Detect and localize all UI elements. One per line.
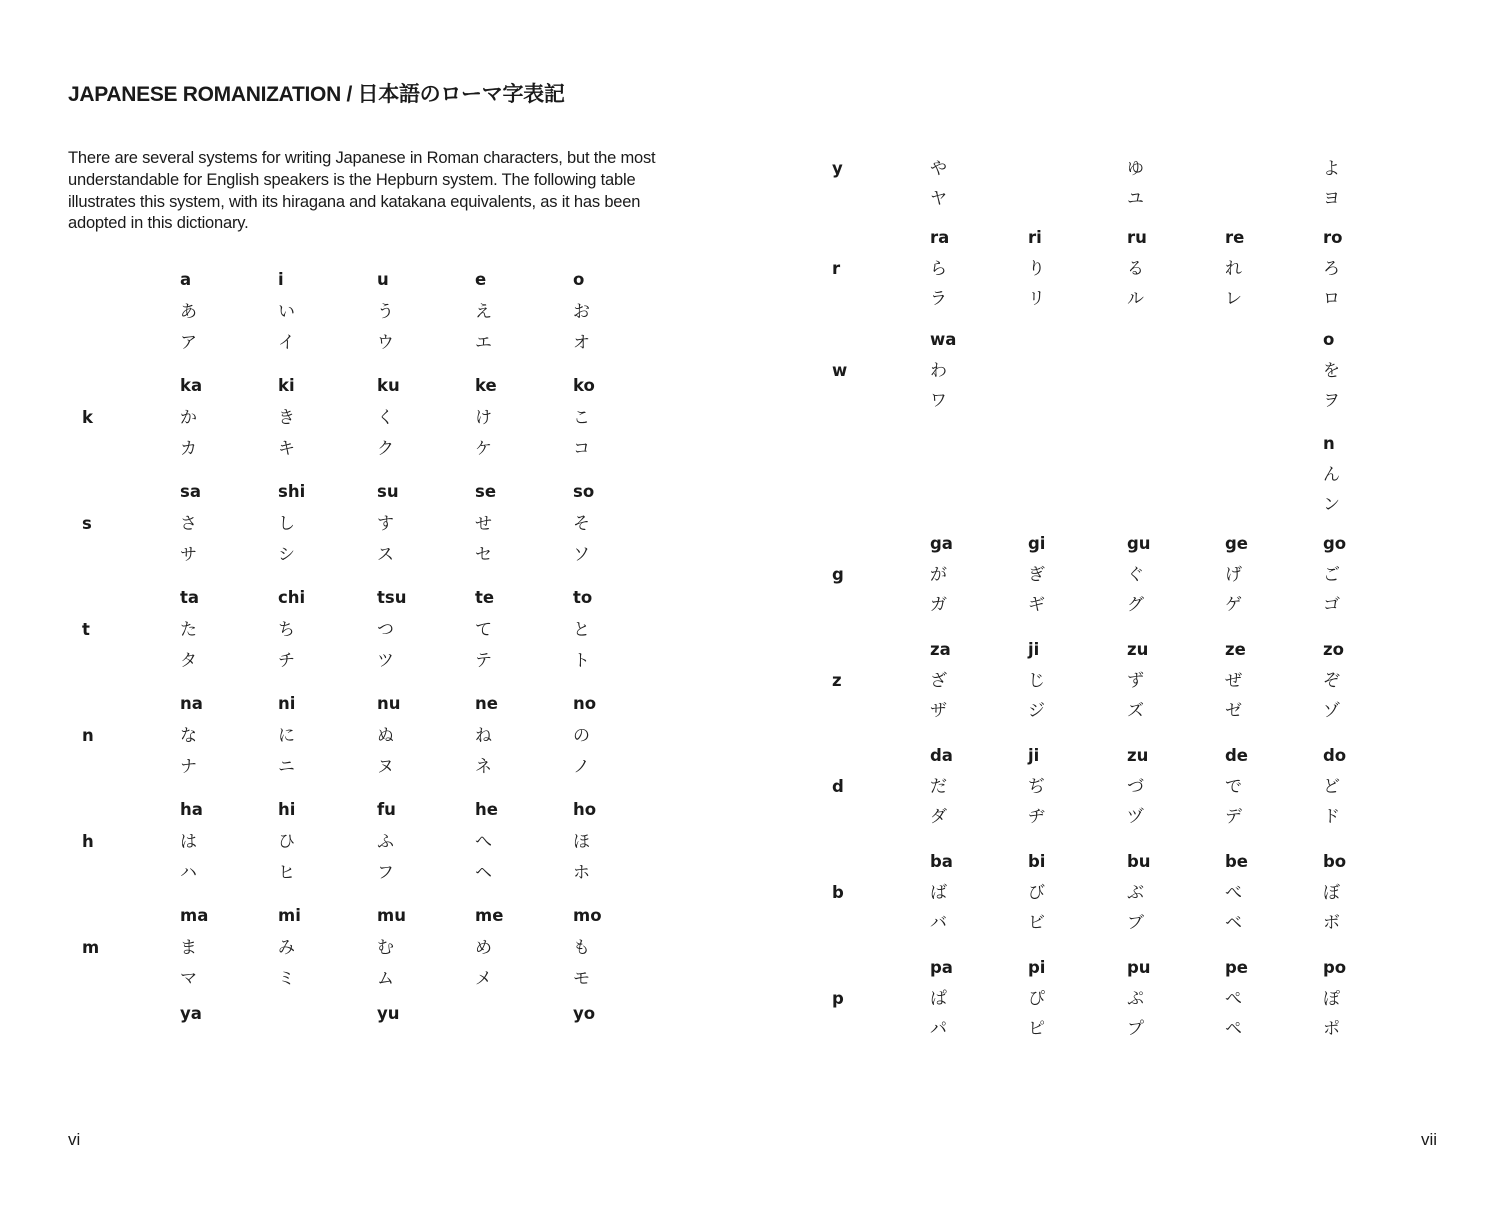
romaji-label: a	[180, 270, 192, 289]
romaji-label: bu	[1127, 852, 1151, 871]
hiragana-char: ず	[1127, 670, 1144, 691]
katakana-char: ガ	[930, 595, 947, 615]
romaji-label: mo	[573, 906, 602, 925]
katakana-char: レ	[1225, 289, 1242, 309]
page-number-right: vii	[1420, 1130, 1437, 1149]
katakana-char: ヲ	[1323, 391, 1340, 411]
romaji-label: o	[573, 270, 585, 289]
hiragana-char: さ	[180, 513, 197, 534]
hiragana-char: ぷ	[1127, 988, 1144, 1009]
romaji-label: e	[475, 270, 487, 289]
katakana-char: エ	[475, 333, 492, 353]
hiragana-char: だ	[930, 776, 947, 797]
romaji-label: ka	[180, 376, 203, 395]
hiragana-char: お	[573, 301, 590, 322]
katakana-char: リ	[1028, 289, 1045, 309]
katakana-char: ツ	[377, 651, 394, 671]
hiragana-char: は	[180, 831, 197, 852]
katakana-char: ニ	[278, 757, 295, 777]
romaji-label: shi	[278, 482, 306, 501]
katakana-char: ハ	[180, 863, 197, 883]
katakana-char: ア	[180, 333, 197, 353]
katakana-char: ス	[377, 545, 394, 565]
hiragana-char: ぎ	[1028, 564, 1045, 585]
romaji-label: ba	[930, 852, 953, 871]
romaji-label: hi	[278, 800, 296, 819]
hiragana-char: の	[573, 725, 590, 746]
consonant-label: n	[82, 725, 94, 745]
hiragana-char: す	[377, 513, 394, 534]
romaji-label: ga	[930, 534, 953, 553]
hiragana-char: け	[475, 407, 492, 428]
romaji-label: ro	[1323, 228, 1343, 247]
katakana-char: ピ	[1028, 1019, 1045, 1039]
consonant-label: w	[832, 360, 848, 380]
page-number-left: vi	[68, 1130, 81, 1149]
katakana-char: ウ	[377, 333, 394, 353]
romaji-label: zu	[1127, 640, 1149, 659]
romaji-label: wa	[930, 330, 957, 349]
katakana-char: グ	[1127, 595, 1144, 615]
romaji-label: n	[1323, 434, 1335, 453]
katakana-char: ム	[377, 969, 394, 989]
katakana-char: ル	[1127, 289, 1144, 309]
consonant-label: y	[832, 158, 843, 178]
hiragana-char: げ	[1225, 564, 1242, 585]
hiragana-char: る	[1127, 258, 1144, 279]
hiragana-char: く	[377, 407, 394, 428]
romaji-label: ze	[1225, 640, 1246, 659]
romaji-label: i	[278, 270, 284, 289]
romaji-label: ke	[475, 376, 497, 395]
katakana-char: カ	[180, 439, 197, 459]
romaji-label: no	[573, 694, 597, 713]
katakana-char: パ	[930, 1019, 947, 1039]
romaji-label: se	[475, 482, 497, 501]
katakana-char: ナ	[180, 757, 197, 777]
hiragana-char: よ	[1323, 158, 1340, 179]
consonant-label: t	[82, 619, 90, 639]
hiragana-char: ろ	[1323, 258, 1340, 279]
right-page	[750, 0, 1500, 1215]
hiragana-char: や	[930, 158, 947, 179]
katakana-char: タ	[180, 651, 197, 671]
hiragana-char: ふ	[377, 831, 394, 852]
hiragana-char: し	[278, 513, 295, 534]
hiragana-char: き	[278, 407, 295, 428]
romaji-label: ne	[475, 694, 498, 713]
romaji-label: yu	[377, 1004, 400, 1023]
katakana-char: メ	[475, 969, 492, 989]
hiragana-char: か	[180, 407, 197, 428]
hiragana-char: ば	[930, 882, 947, 903]
katakana-char: ミ	[278, 969, 295, 989]
katakana-char: ド	[1323, 807, 1340, 827]
romaji-label: zo	[1323, 640, 1344, 659]
romaji-label: yo	[573, 1004, 596, 1023]
romaji-label: pi	[1028, 958, 1046, 977]
hiragana-char: づ	[1127, 776, 1144, 797]
romaji-label: ru	[1127, 228, 1147, 247]
hiragana-char: そ	[573, 513, 590, 534]
romaji-label: bi	[1028, 852, 1046, 871]
romaji-label: ma	[180, 906, 209, 925]
romaji-label: ki	[278, 376, 295, 395]
romaji-label: ya	[180, 1004, 202, 1023]
hiragana-char: ら	[930, 258, 947, 279]
katakana-char: ロ	[1323, 289, 1340, 309]
katakana-char: ネ	[475, 757, 492, 777]
hiragana-char: ん	[1323, 464, 1340, 485]
romaji-label: mu	[377, 906, 406, 925]
hiragana-char: つ	[377, 619, 394, 640]
hiragana-char: わ	[930, 360, 947, 381]
page-title: JAPANESE ROMANIZATION / 日本語のローマ字表記	[68, 83, 565, 106]
hiragana-char: こ	[573, 407, 590, 428]
hiragana-char: へ	[475, 831, 492, 852]
hiragana-char: べ	[1225, 882, 1242, 903]
romaji-label: ji	[1028, 640, 1040, 659]
hiragana-char: ぱ	[930, 988, 947, 1009]
hiragana-char: で	[1225, 776, 1242, 797]
katakana-char: ダ	[930, 807, 947, 827]
romaji-label: be	[1225, 852, 1249, 871]
hiragana-char: え	[475, 301, 492, 322]
katakana-char: ゴ	[1323, 595, 1340, 615]
intro-paragraph: There are several systems for writing Japanese in Roman characters, but the most understandable for English speakers is the Hepburn system. The following table illustrates this system, with its hiragana and katakana equivalents, as it has been adopted in this dictionary.	[68, 149, 656, 233]
romaji-label: gu	[1127, 534, 1151, 553]
hiragana-char: ご	[1323, 564, 1340, 585]
hiragana-char: ぺ	[1225, 988, 1242, 1009]
consonant-label: m	[82, 937, 100, 957]
romaji-label: po	[1323, 958, 1347, 977]
romaji-label: nu	[377, 694, 401, 713]
katakana-char: ゼ	[1225, 701, 1242, 721]
hiragana-char: う	[377, 301, 394, 322]
katakana-char: ボ	[1323, 913, 1340, 933]
katakana-char: ブ	[1127, 913, 1144, 933]
hiragana-char: び	[1028, 882, 1045, 903]
romaji-label: da	[930, 746, 953, 765]
romaji-label: ri	[1028, 228, 1042, 247]
katakana-char: ヌ	[377, 757, 394, 777]
katakana-char: ペ	[1225, 1019, 1242, 1039]
katakana-char: ゲ	[1225, 595, 1242, 615]
katakana-char: ポ	[1323, 1019, 1340, 1039]
katakana-char: オ	[573, 333, 590, 353]
katakana-char: ノ	[573, 757, 590, 777]
hiragana-char: を	[1323, 360, 1340, 381]
hiragana-char: て	[475, 619, 492, 640]
romaji-label: ji	[1028, 746, 1040, 765]
hiragana-char: ぼ	[1323, 882, 1340, 903]
consonant-label: b	[832, 882, 844, 902]
romaji-label: pe	[1225, 958, 1249, 977]
katakana-char: ヘ	[475, 863, 492, 883]
katakana-char: モ	[573, 969, 590, 989]
hiragana-char: り	[1028, 258, 1045, 279]
hiragana-char: ざ	[930, 670, 947, 691]
hiragana-char: ま	[180, 937, 197, 958]
romaji-label: bo	[1323, 852, 1347, 871]
hiragana-char: ぢ	[1028, 776, 1045, 797]
hiragana-char: が	[930, 564, 947, 585]
katakana-char: ヨ	[1323, 189, 1340, 209]
hiragana-char: ぞ	[1323, 670, 1340, 691]
hiragana-char: み	[278, 937, 295, 958]
romaji-label: re	[1225, 228, 1245, 247]
romaji-label: tsu	[377, 588, 407, 607]
consonant-label: g	[832, 564, 844, 584]
katakana-char: マ	[180, 969, 197, 989]
katakana-char: プ	[1127, 1019, 1144, 1039]
romaji-label: fu	[377, 800, 396, 819]
hiragana-char: た	[180, 619, 197, 640]
hiragana-char: ぐ	[1127, 564, 1144, 585]
romaji-label: do	[1323, 746, 1347, 765]
romaji-label: ge	[1225, 534, 1249, 553]
romaji-label: sa	[180, 482, 201, 501]
hiragana-char: ひ	[278, 831, 295, 852]
katakana-char: ソ	[573, 545, 590, 565]
consonant-label: r	[832, 258, 841, 278]
romaji-label: ku	[377, 376, 400, 395]
katakana-char: ト	[573, 651, 590, 671]
romaji-label: pu	[1127, 958, 1151, 977]
consonant-label: k	[82, 407, 93, 427]
romaji-label: mi	[278, 906, 301, 925]
katakana-char: フ	[377, 863, 394, 883]
hiragana-char: ち	[278, 619, 295, 640]
katakana-char: ラ	[930, 289, 947, 309]
consonant-label: z	[832, 670, 842, 690]
katakana-char: イ	[278, 333, 295, 353]
hiragana-char: ぜ	[1225, 670, 1242, 691]
katakana-char: ヅ	[1127, 807, 1144, 827]
romaji-label: gi	[1028, 534, 1046, 553]
katakana-char: ク	[377, 439, 394, 459]
romaji-label: ta	[180, 588, 200, 607]
romaji-label: ra	[930, 228, 950, 247]
katakana-char: ザ	[930, 701, 947, 721]
romaji-label: su	[377, 482, 399, 501]
hiragana-char: ど	[1323, 776, 1340, 797]
katakana-char: ビ	[1028, 913, 1045, 933]
hiragana-char: に	[278, 725, 295, 746]
hiragana-char: な	[180, 725, 197, 746]
katakana-char: コ	[573, 439, 590, 459]
katakana-char: テ	[475, 651, 492, 671]
romaji-label: go	[1323, 534, 1347, 553]
romaji-label: so	[573, 482, 595, 501]
romaji-label: de	[1225, 746, 1249, 765]
katakana-char: デ	[1225, 807, 1242, 827]
consonant-label: p	[832, 988, 844, 1008]
katakana-char: ジ	[1028, 701, 1045, 721]
katakana-char: ヤ	[930, 189, 947, 209]
consonant-label: s	[82, 513, 92, 533]
hiragana-char: ゆ	[1127, 158, 1144, 179]
hiragana-char: せ	[475, 513, 492, 534]
hiragana-char: と	[573, 619, 590, 640]
hiragana-char: む	[377, 937, 394, 958]
romaji-label: te	[475, 588, 495, 607]
katakana-char: ヂ	[1028, 807, 1045, 827]
consonant-label: h	[82, 831, 94, 851]
romaji-label: he	[475, 800, 498, 819]
katakana-char: シ	[278, 545, 295, 565]
romaji-label: to	[573, 588, 593, 607]
hiragana-char: め	[475, 937, 492, 958]
hiragana-char: れ	[1225, 258, 1242, 279]
hiragana-char: ぴ	[1028, 988, 1045, 1009]
katakana-char: バ	[930, 913, 947, 933]
romaji-label: chi	[278, 588, 306, 607]
katakana-char: サ	[180, 545, 197, 565]
katakana-char: ホ	[573, 863, 590, 883]
hiragana-char: ほ	[573, 831, 590, 852]
hiragana-char: ぬ	[377, 725, 394, 746]
katakana-char: ワ	[930, 391, 947, 411]
consonant-label: d	[832, 776, 844, 796]
katakana-char: ン	[1323, 495, 1340, 515]
katakana-char: ケ	[475, 439, 492, 459]
romaji-label: za	[930, 640, 951, 659]
hiragana-char: ね	[475, 725, 492, 746]
katakana-char: ベ	[1225, 913, 1242, 933]
romaji-label: na	[180, 694, 203, 713]
hiragana-char: い	[278, 301, 295, 322]
katakana-char: ズ	[1127, 701, 1144, 721]
romaji-label: me	[475, 906, 504, 925]
katakana-char: ユ	[1127, 189, 1144, 209]
hiragana-char: ぽ	[1323, 988, 1340, 1009]
katakana-char: セ	[475, 545, 492, 565]
katakana-char: キ	[278, 439, 295, 459]
romaji-label: ni	[278, 694, 296, 713]
romaji-label: zu	[1127, 746, 1149, 765]
hiragana-char: あ	[180, 301, 197, 322]
katakana-char: ヒ	[278, 863, 295, 883]
romaji-label: u	[377, 270, 389, 289]
hiragana-char: も	[573, 937, 590, 958]
katakana-char: チ	[278, 651, 295, 671]
katakana-char: ギ	[1028, 595, 1045, 615]
romaji-label: pa	[930, 958, 953, 977]
hiragana-char: じ	[1028, 670, 1045, 691]
romaji-label: ho	[573, 800, 597, 819]
romaji-label: ha	[180, 800, 203, 819]
katakana-char: ゾ	[1323, 701, 1340, 721]
romaji-label: ko	[573, 376, 595, 395]
romaji-label: o	[1323, 330, 1335, 349]
hiragana-char: ぶ	[1127, 882, 1144, 903]
